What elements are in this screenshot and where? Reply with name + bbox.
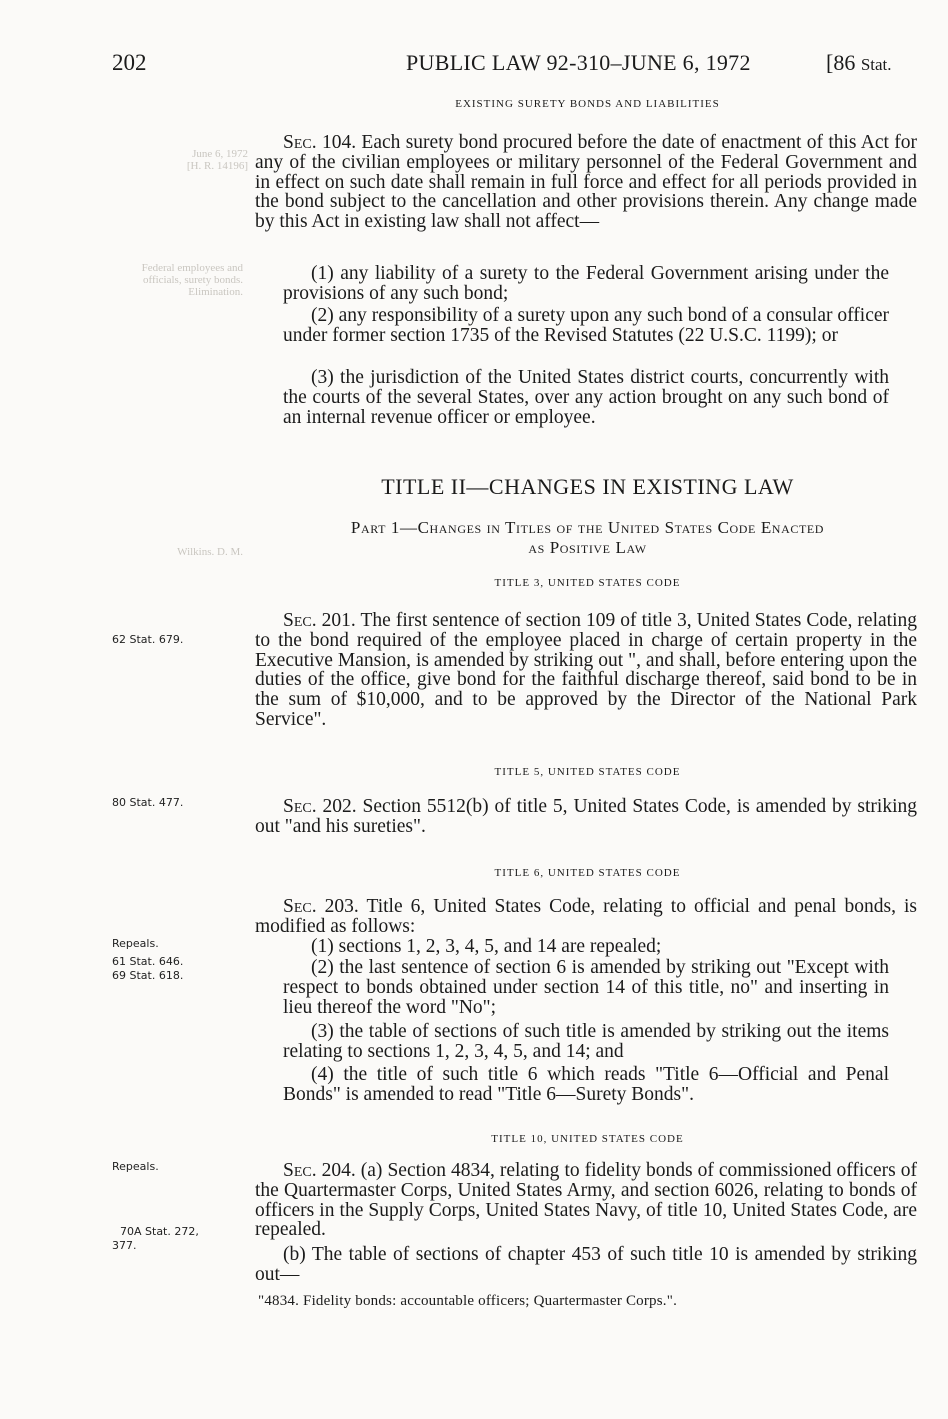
title-6-heading: TITLE 6, UNITED STATES CODE [494,867,681,879]
margin-note-69-stat-618: 69 Stat. 618. [112,969,184,982]
section-202-body: Section 5512(b) of title 5, United States Code, is amended by striking out "and his sureties". [255,796,917,837]
volume-reference-open: [86 [826,50,861,75]
section-204-body: (a) Section 4834, relating to fidelity bonds of commissioned officers of the Quartermaster Corps, United States Army, and section 6026, relating to bonds of officers in the Supply Corps, United States Navy, of title 10, United States Code, are repealed. [255,1160,917,1241]
volume-reference [826,50,892,76]
section-203-item-3: (3) the table of sections of such title is amended by striking out the items relating to sections 1, 2, 3, 4, 5, and 14; and [283,1021,889,1062]
faded-margin-note-top: June 6, 1972 [H. R. 14196] [186,148,248,172]
title-3-heading: TITLE 3, UNITED STATES CODE [494,577,681,589]
title-5-heading: TITLE 5, UNITED STATES CODE [494,766,681,778]
section-104-item-1: (1) any liability of a surety to the Federal Government arising under the provisions of any such bond; [283,263,889,304]
section-202-label: Sec. 202. [283,796,357,817]
section-203-item-1: (1) sections 1, 2, 3, 4, 5, and 14 are repealed; [311,936,662,957]
section-204-label: Sec. 204. [283,1160,356,1181]
section-201-label: Sec. 201. [283,610,356,631]
margin-note-repeals-1: Repeals. [112,937,159,950]
margin-note-80-stat-477: 80 Stat. 477. [112,796,184,809]
section-104-text [255,133,917,232]
margin-note-70a-stat-272: 70A Stat. 272, [120,1225,199,1238]
margin-note-377: 377. [112,1239,137,1252]
section-202-text [255,797,917,837]
faded-margin-note-right: Wilkins. D. M. [177,546,243,558]
section-204-subsection-b: (b) The table of sections of chapter 453 of such title 10 is amended by striking out— [255,1244,917,1285]
section-201-text [255,611,917,730]
section-203-label: Sec. 203. [283,896,359,917]
section-201-body: The first sentence of section 109 of title 3, United States Code, relating to the bond required of the employee placed in charge of certain property in the Executive Mansion, is amended by striking out ", and shall, before entering upon the duties of the office, give bond for the faithful discharge thereof, said bond to be in the sum of $10,000, and to be approved by the Director of the National Park Service". [255,610,917,730]
margin-note-repeals-2: Repeals. [112,1160,159,1173]
section-204-text [255,1161,917,1240]
section-104-item-2: (2) any responsibility of a surety upon any such bond of a consular officer under former section 1735 of the Revised Statutes (22 U.S.C. 1199); or [283,305,889,346]
part-1-heading-line-2: as Positive Law [528,538,647,557]
part-1-heading-line-1: Part 1—Changes in Titles of the United States Code Enacted [350,518,825,537]
page-number: 202 [112,50,147,75]
title-10-heading: TITLE 10, UNITED STATES CODE [491,1133,684,1145]
section-heading-existing-surety-bonds: EXISTING SURETY BONDS AND LIABILITIES [455,98,720,110]
title-ii-heading: TITLE II—CHANGES IN EXISTING LAW [381,474,794,499]
margin-note-61-stat-646: 61 Stat. 646. [112,955,184,968]
section-104-body: Each surety bond procured before the date of enactment of this Act for any of the civilian employees or military personnel of the Federal Government and in effect on such date shall remain in full force and effect for all periods provided in the bond subject to the cancellation and other provisions therein. Any change made by this Act in existing law shall not affect— [255,132,917,233]
section-104-label: Sec. 104. [283,132,357,153]
section-104-item-3: (3) the jurisdiction of the United States district courts, concurrently with the courts of the several States, over any action brought on any such bond of an internal revenue officer or employee. [283,367,889,428]
section-204-table-entry: "4834. Fidelity bonds: accountable officers; Quartermaster Corps.". [258,1293,678,1309]
section-203-body: Title 6, United States Code, relating to official and penal bonds, is modified as follows: [255,896,917,937]
margin-note-62-stat-679: 62 Stat. 679. [112,633,184,646]
volume-reference-stat: Stat. [860,55,892,74]
section-203-item-4: (4) the title of such title 6 which reads "Title 6—Official and Penal Bonds" is amended to read "Title 6—Surety Bonds". [283,1064,889,1105]
faded-margin-note-mid: Federal employees and officials, surety bonds. Elimination. [141,262,243,298]
running-head: PUBLIC LAW 92-310–JUNE 6, 1972 [406,50,751,75]
section-203-item-2: (2) the last sentence of section 6 is amended by striking out "Except with respect to bonds obtained under section 14 of this title, no" and inserting in lieu thereof the word "No"; [283,957,889,1018]
section-203-text [255,897,917,937]
